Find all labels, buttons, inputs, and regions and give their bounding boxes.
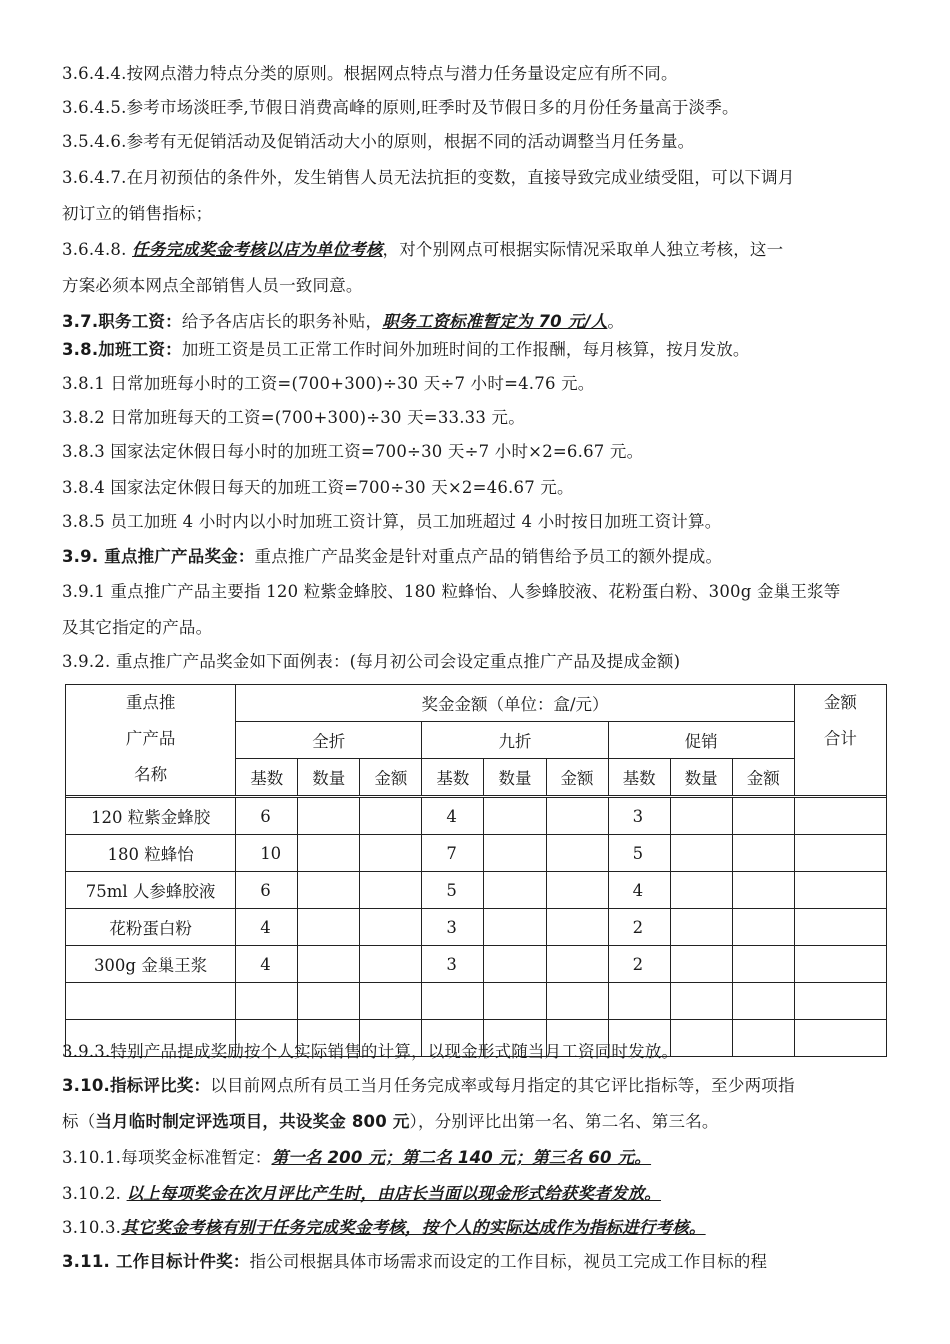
cell — [732, 835, 794, 872]
emphasis-text: 其它奖金考核有别于任务完成奖金考核，按个人的实际达成作为指标进行考核。 — [121, 1218, 706, 1237]
para-3-6-4-8-cont: 方案必须本网点全部销售人员一致同意。 — [62, 276, 363, 295]
para-3-8-4: 3.8.4 国家法定休假日每天的加班工资=700÷30 天×2=46.67 元。 — [62, 478, 574, 497]
ninety-base: 4 — [422, 798, 484, 835]
para-3-10-1 — [62, 1146, 892, 1170]
table-row — [66, 872, 887, 909]
cell — [794, 798, 886, 835]
full-base: 10 — [236, 835, 298, 872]
header-bonus-amount: 奖金金额（单位：盒/元） — [236, 685, 795, 722]
para-number: 3.6.4.8. — [62, 240, 127, 259]
product-name: 75ml 人参蜂胶液 — [66, 872, 236, 909]
para-3-6-4-5: 3.6.4.5.参考市场淡旺季,节假日消费高峰的原则,旺季时及节假日多的月份任务量高于淡季。 — [62, 98, 739, 117]
cell — [298, 872, 360, 909]
para-text: 加班工资是员工正常工作时间外加班时间的工作报酬，每月核算，按月发放。 — [181, 340, 750, 359]
para-3-6-4-7-cont: 初订立的销售指标； — [62, 204, 213, 223]
para-number: 3.10.2. — [62, 1184, 127, 1203]
para-text: 以目前网点所有员工当月任务完成率或每月指定的其它评比指标等，至少两项指 — [210, 1076, 795, 1095]
full-base: 6 — [236, 872, 298, 909]
para-3-5-4-6: 3.5.4.6.参考有无促销活动及促销活动大小的原则，根据不同的活动调整当月任务量。 — [62, 132, 695, 151]
para-text: 指公司根据具体市场需求而设定的工作目标，视员工完成工作目标的程 — [249, 1252, 768, 1271]
table-row — [66, 798, 887, 835]
emphasis-text: 职务工资标准暂定为 70 元/人 — [382, 312, 608, 331]
cell — [298, 835, 360, 872]
cell — [484, 909, 546, 946]
product-name: 300g 金巢王浆 — [66, 946, 236, 983]
sub-qty: 数量 — [484, 759, 546, 796]
para-3-10-3 — [62, 1216, 892, 1240]
cell — [732, 946, 794, 983]
para-3-8-3: 3.8.3 国家法定休假日每小时的加班工资=700÷30 天÷7 小时×2=6.67 元。 — [62, 442, 644, 461]
para-3-8-5: 3.8.5 员工加班 4 小时内以小时加班工资计算，员工加班超过 4 小时按日加班工资计算。 — [62, 512, 722, 531]
para-3-10 — [62, 1074, 892, 1098]
full-base: 4 — [236, 909, 298, 946]
header-text: 合计 — [823, 729, 857, 748]
para-text: ，对个别网点可根据实际情况采取单人独立考核，这一 — [382, 240, 784, 259]
cell — [794, 909, 886, 946]
para-3-8-2: 3.8.2 日常加班每天的工资=(700+300)÷30 天=33.33 元。 — [62, 408, 525, 427]
header-text: 广产品 — [125, 729, 176, 748]
promo-base: 2 — [608, 909, 670, 946]
ninety-base: 5 — [422, 872, 484, 909]
full-base: 4 — [236, 946, 298, 983]
sub-base: 基数 — [236, 759, 298, 796]
cell — [546, 946, 608, 983]
para-3-10-2 — [62, 1182, 892, 1206]
cell — [484, 835, 546, 872]
ninety-base: 3 — [422, 946, 484, 983]
bonus-table — [65, 684, 887, 1057]
para-3-9-3: 3.9.3.特别产品提成奖励按个人实际销售的计算，以现金形式随当月工资同时发放。 — [62, 1042, 679, 1061]
para-text: 。 — [607, 312, 625, 331]
group-ninety-percent: 九折 — [422, 722, 608, 759]
table-row — [66, 946, 887, 983]
emphasis-text: 任务完成奖金考核以店为单位考核 — [132, 240, 383, 259]
sub-amount: 金额 — [546, 759, 608, 796]
cell — [732, 872, 794, 909]
para-text: 3.10.1.每项奖金标准暂定： — [62, 1148, 272, 1167]
cell — [484, 946, 546, 983]
cell — [794, 946, 886, 983]
cell — [670, 835, 732, 872]
header-text: 名称 — [134, 765, 168, 784]
section-heading: 3.9. 重点推广产品奖金： — [62, 547, 255, 566]
cell — [794, 835, 886, 872]
group-promotion: 促销 — [608, 722, 794, 759]
cell — [670, 798, 732, 835]
section-heading: 3.11. 工作目标计件奖： — [62, 1252, 250, 1271]
product-name: 花粉蛋白粉 — [66, 909, 236, 946]
para-3-8-1: 3.8.1 日常加班每小时的工资=(700+300)÷30 天÷7 小时=4.76 元。 — [62, 374, 595, 393]
promo-base: 2 — [608, 946, 670, 983]
group-full-price: 全折 — [236, 722, 422, 759]
promo-base: 3 — [608, 798, 670, 835]
header-product-name — [66, 685, 236, 796]
cell — [298, 798, 360, 835]
cell — [670, 909, 732, 946]
product-name: 180 粒蜂怡 — [66, 835, 236, 872]
para-3-6-4-8 — [62, 238, 892, 262]
cell — [360, 798, 422, 835]
table-row — [66, 835, 887, 872]
header-total — [794, 685, 886, 796]
sub-amount: 金额 — [732, 759, 794, 796]
para-3-9-1: 3.9.1 重点推广产品主要指 120 粒紫金蜂胶、180 粒蜂怡、人参蜂胶液、花粉蛋白粉、300g 金巢王浆等 — [62, 582, 841, 601]
para-3-9-1-cont: 及其它指定的产品。 — [62, 618, 213, 637]
sub-amount: 金额 — [360, 759, 422, 796]
table-row — [66, 909, 887, 946]
sub-base: 基数 — [608, 759, 670, 796]
cell — [360, 835, 422, 872]
para-3-10-cont — [62, 1110, 892, 1134]
para-3-9-2: 3.9.2. 重点推广产品奖金如下面例表：(每月初公司会设定重点推广产品及提成金额) — [62, 652, 681, 671]
para-3-9 — [62, 545, 892, 569]
cell — [732, 798, 794, 835]
cell — [794, 872, 886, 909]
para-text: 标（ — [62, 1112, 96, 1131]
cell — [546, 835, 608, 872]
sub-qty: 数量 — [670, 759, 732, 796]
cell — [298, 946, 360, 983]
sub-base: 基数 — [422, 759, 484, 796]
ninety-base: 7 — [422, 835, 484, 872]
sub-qty: 数量 — [298, 759, 360, 796]
section-heading: 3.8.加班工资： — [62, 340, 182, 359]
emphasis-text: 第一名 200 元；第二名 140 元；第三名 60 元。 — [271, 1148, 652, 1167]
para-3-6-4-7: 3.6.4.7.在月初预估的条件外，发生销售人员无法抗拒的变数，直接导致完成业绩受阻，可以下调月 — [62, 168, 795, 187]
cell — [670, 946, 732, 983]
bold-text: 当月临时制定评选项目，共设奖金 800 元 — [95, 1112, 410, 1131]
cell — [732, 909, 794, 946]
section-heading: 3.10.指标评比奖： — [62, 1076, 211, 1095]
ninety-base: 3 — [422, 909, 484, 946]
para-text: 给予各店店长的职务补贴， — [181, 312, 383, 331]
para-3-6-4-4: 3.6.4.4.按网点潜力特点分类的原则。根据网点特点与潜力任务量设定应有所不同。 — [62, 64, 678, 83]
para-3-11 — [62, 1250, 892, 1274]
cell — [546, 798, 608, 835]
para-text: 重点推广产品奖金是针对重点产品的销售给予员工的额外提成。 — [254, 547, 723, 566]
promo-base: 4 — [608, 872, 670, 909]
table-header-row — [66, 685, 887, 722]
section-heading: 3.7.职务工资： — [62, 312, 182, 331]
cell — [360, 946, 422, 983]
emphasis-text: 以上每项奖金在次月评比产生时，由店长当面以现金形式给获奖者发放。 — [126, 1184, 661, 1203]
cell — [360, 909, 422, 946]
para-3-8 — [62, 338, 892, 362]
full-base: 6 — [236, 798, 298, 835]
cell — [670, 872, 732, 909]
cell — [360, 872, 422, 909]
product-name: 120 粒紫金蜂胶 — [66, 798, 236, 835]
para-text: ），分别评比出第一名、第二名、第三名。 — [409, 1112, 719, 1131]
header-text: 金额 — [823, 693, 857, 712]
cell — [484, 872, 546, 909]
table-row-empty — [66, 983, 887, 1020]
promo-base: 5 — [608, 835, 670, 872]
cell — [546, 909, 608, 946]
para-number: 3.10.3. — [62, 1218, 122, 1237]
cell — [546, 872, 608, 909]
cell — [298, 909, 360, 946]
header-text: 重点推 — [125, 693, 176, 712]
para-3-7 — [62, 310, 892, 334]
cell — [484, 798, 546, 835]
